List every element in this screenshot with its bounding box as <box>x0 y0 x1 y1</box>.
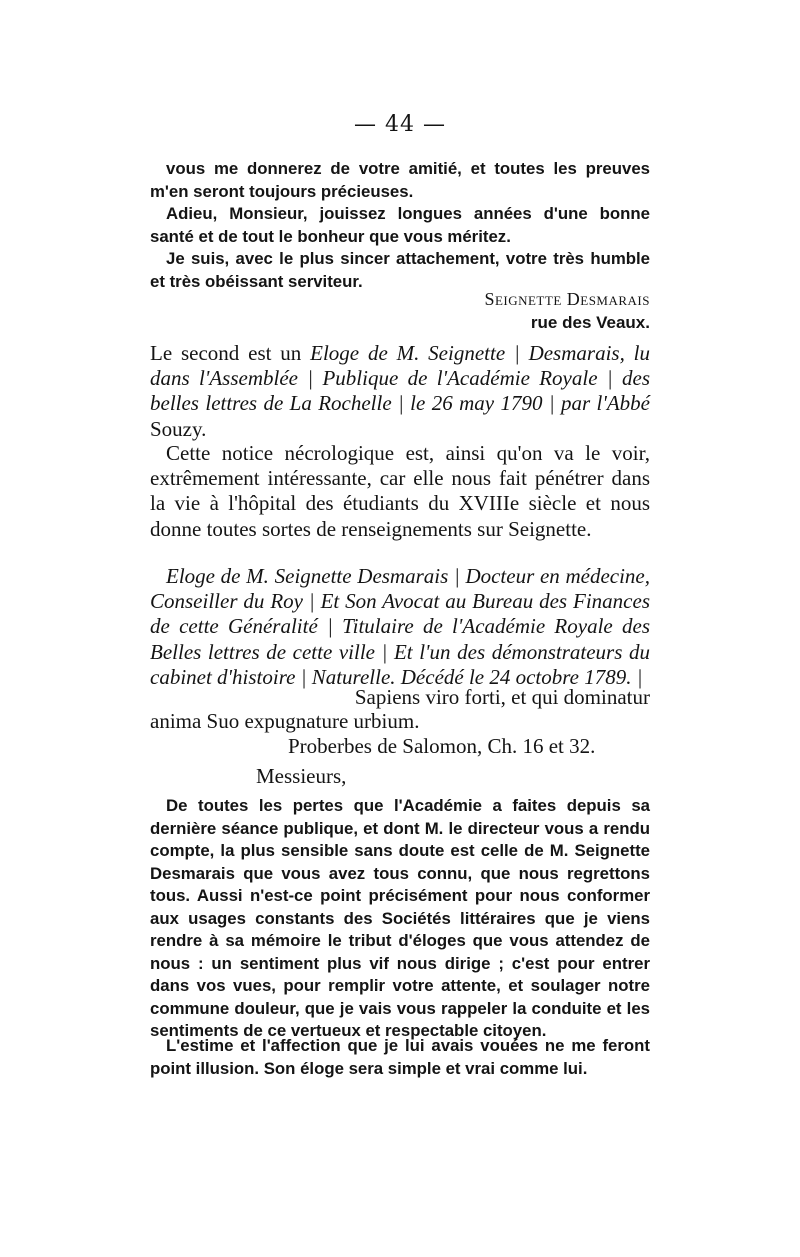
intro-tail: Souzy. <box>150 416 207 441</box>
intro-lead: Le second est un <box>150 341 311 365</box>
speech-paragraph-1: De toutes les pertes que l'Académie a faites depuis sa dernière séance publique, et dont M. le directeur vous a rendu compte, la plus sensible sans doute est celle de M. Seignette Desmarais que vous avez tous connu, que nous regrettons tous. Aussi n'est-ce point précisément pour nous conformer aux usages constants des Sociétés littéraires que je viens rendre à sa mémoire le tribut d'éloges que vous attendez de nous : un sentiment plus vif nous dirige ; c'est pour entrer dans vos vues, pour remplir votre attente, et soulager notre commune douleur, que je vais vous rappeler la conduite et les sentiments de ce vertueux et respectable citoyen. <box>150 796 650 1040</box>
salutation: Messieurs, <box>256 764 347 788</box>
epigraph-line-2: anima Suo expugnature urbium. <box>150 709 420 733</box>
epigraph-line-1: Sapiens viro forti, et qui dominatur <box>354 685 650 709</box>
page-number: — 44 — <box>354 112 446 137</box>
intro-title: Eloge de M. Seignette | Desmarais, lu dans l'Assemblée | Publique de l'Académie Royale | des belles lettres de La Rochelle | le 26 may 1790 | par l'Abbé <box>150 341 650 416</box>
intro-paragraph <box>150 341 650 442</box>
letter-address: rue des Veaux. <box>530 313 650 332</box>
speech-paragraph-2: L'estime et l'affection que je lui avais vouées ne me feront point illusion. Son éloge sera simple et vrai comme lui. <box>150 1036 650 1078</box>
eloge-title: Eloge de M. Seignette Desmarais | Docteur en médecine, Conseiller du Roy | Et Son Avocat au Bureau des Finances de cette Généralité | Titulaire de l'Académie Royale des Belles lettres de cette ville | Et l'un des démonstrateurs du cabinet d'histoire | Naturelle. Décédé le 24 octobre 1789. | <box>150 564 650 689</box>
notice-paragraph: Cette notice nécrologique est, ainsi qu'on va le voir, extrêmement intéressante, car elle nous fait pénétrer dans la vie à l'hôpital des étudiants du XVIIIe siècle et nous donne toutes sortes de renseignements sur Seignette. <box>150 441 650 541</box>
letter-paragraph-2: Adieu, Monsieur, jouissez longues années d'une bonne santé et de tout le bonheur que vous méritez. <box>150 204 650 246</box>
letter-signature <box>484 289 650 310</box>
signature-text: Seignette Desmarais <box>484 289 650 309</box>
epigraph-source: Proberbes de Salomon, Ch. 16 et 32. <box>288 734 596 758</box>
letter-paragraph-3: Je suis, avec le plus sincer attachement, votre très humble et très obéissant serviteur. <box>150 249 650 291</box>
letter-paragraph-1: vous me donnerez de votre amitié, et toutes les preuves m'en seront toujours précieuses. <box>150 159 650 201</box>
